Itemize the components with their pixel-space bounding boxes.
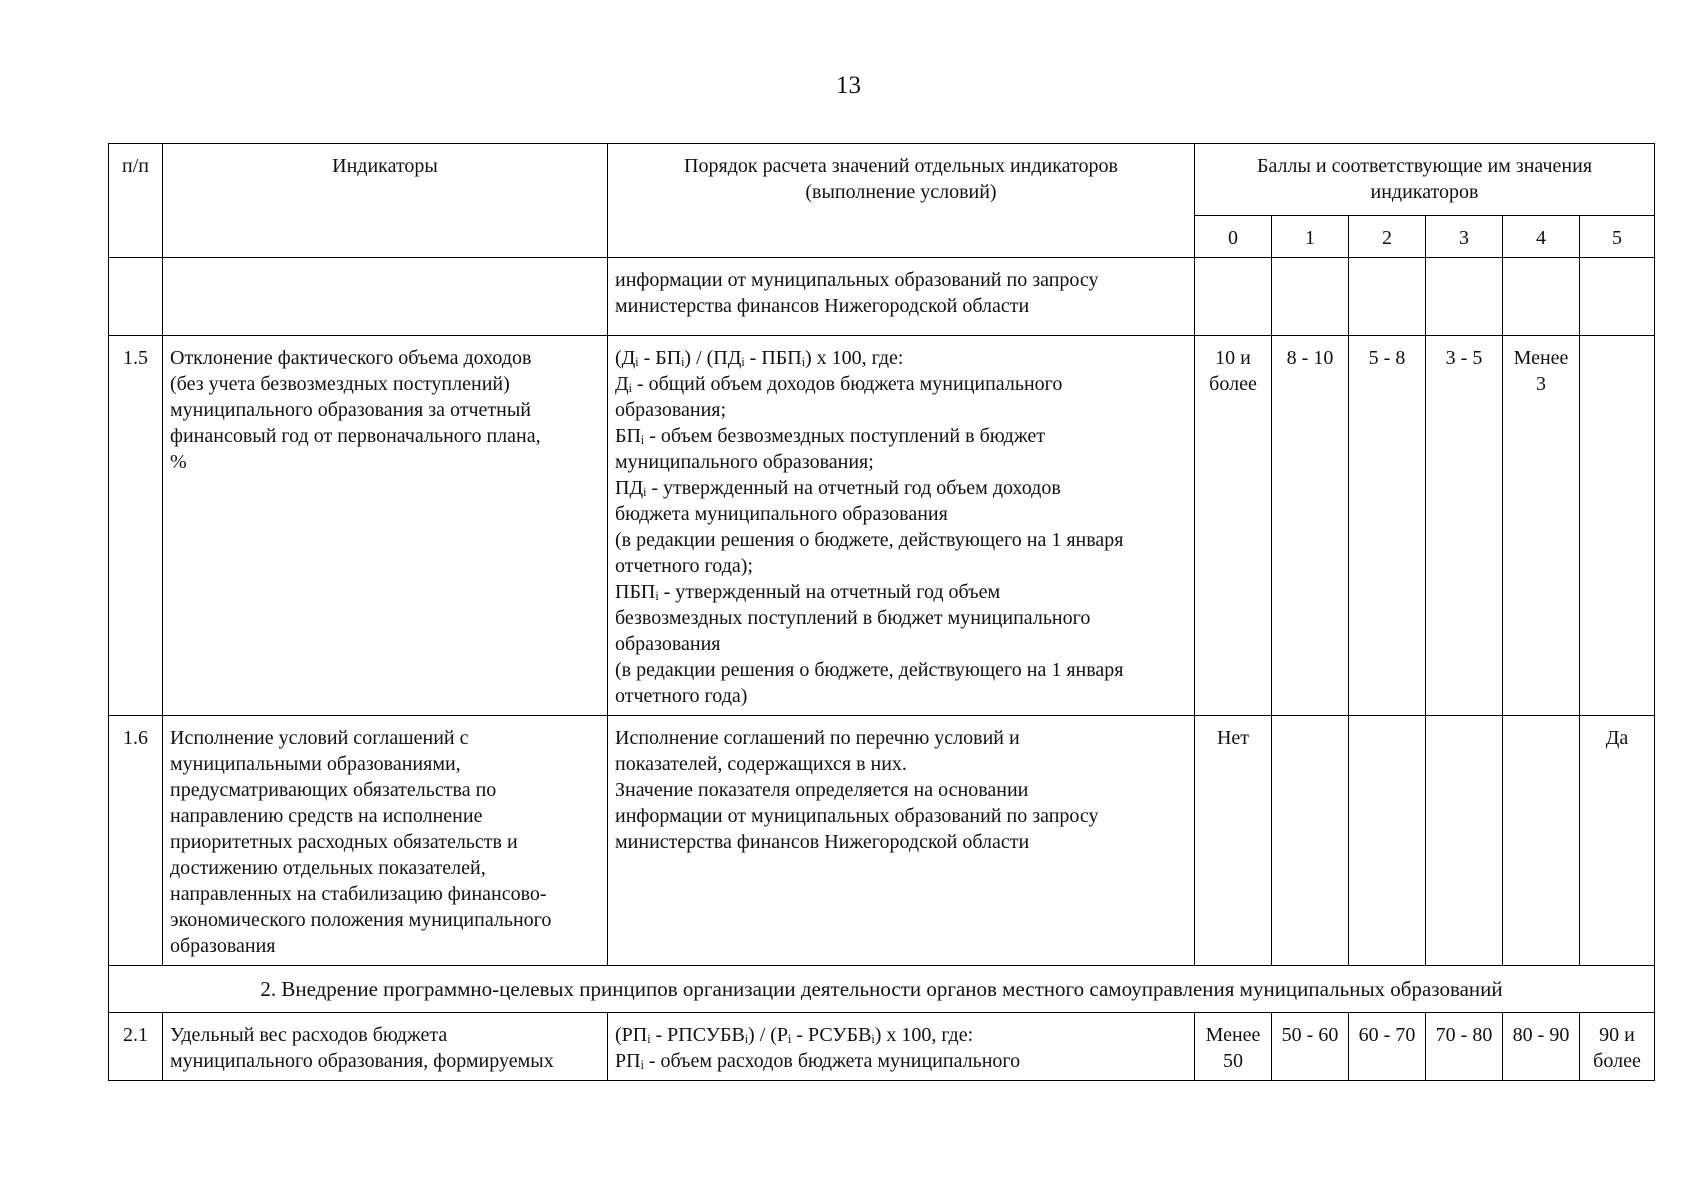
- text-line: образования: [170, 935, 276, 957]
- text-line: (РПᵢ - РПСУБВᵢ) / (Рᵢ - РСУБВᵢ) x 100, где:: [615, 1024, 974, 1046]
- header-scores-line: индикаторов: [1370, 181, 1479, 203]
- text-line: 70 - 80: [1435, 1024, 1493, 1046]
- score-cell: [1503, 716, 1580, 966]
- text-line: финансовый год от первоначального плана,: [170, 425, 541, 447]
- text-line: информации от муниципальных образований по запросу: [615, 269, 1099, 291]
- calc-cell: [608, 336, 1195, 716]
- text-line: предусматривающих обязательства по: [170, 779, 497, 801]
- text-line: министерства финансов Нижегородской области: [615, 295, 1030, 317]
- row-number: 2.1: [109, 1013, 163, 1081]
- indicator-cell: [163, 258, 608, 336]
- score-cell: [1580, 716, 1655, 966]
- indicator-cell: [163, 1013, 608, 1081]
- text-line: министерства финансов Нижегородской области: [615, 831, 1030, 853]
- score-cell: [1272, 258, 1349, 336]
- header-num: п/п: [109, 144, 163, 258]
- score-cell: [1580, 1013, 1655, 1081]
- text-line: (без учета безвозмездных поступлений): [170, 373, 510, 395]
- score-level: 2: [1349, 216, 1426, 258]
- text-line: Отклонение фактического объема доходов: [170, 347, 532, 369]
- indicator-cell: [163, 716, 608, 966]
- text-line: экономического положения муниципального: [170, 909, 552, 931]
- score-cell: [1580, 336, 1655, 716]
- text-line: муниципального образования за отчетный: [170, 399, 532, 421]
- text-line: 3 - 5: [1445, 347, 1483, 369]
- text-line: образования: [615, 633, 721, 655]
- text-line: Исполнение соглашений по перечню условий и: [615, 727, 1020, 749]
- text-line: более: [1593, 1050, 1641, 1072]
- score-level: 3: [1426, 216, 1503, 258]
- header-calc-line: (выполнение условий): [805, 181, 997, 203]
- header-scores-line: Баллы и соответствующие им значения: [1256, 155, 1593, 177]
- table-row: [109, 716, 1655, 966]
- score-cell: [1503, 1013, 1580, 1081]
- score-cell: [1272, 336, 1349, 716]
- text-line: муниципальными образованиями,: [170, 753, 461, 775]
- page-number: 13: [836, 72, 861, 99]
- text-line: 3: [1536, 373, 1546, 395]
- calc-cell: [608, 716, 1195, 966]
- text-line: Нет: [1216, 727, 1250, 749]
- score-cell: [1195, 336, 1272, 716]
- text-line: Дᵢ - общий объем доходов бюджета муниципального: [615, 373, 1063, 395]
- indicators-table: [108, 143, 1655, 1081]
- score-cell: [1349, 716, 1426, 966]
- text-line: безвозмездных поступлений в бюджет муниципального: [615, 607, 1091, 629]
- text-line: %: [170, 451, 187, 473]
- table-body: [109, 258, 1655, 1081]
- score-cell: [1426, 258, 1503, 336]
- table-row: [109, 1013, 1655, 1081]
- score-cell: [1426, 716, 1503, 966]
- score-cell: [1195, 258, 1272, 336]
- text-line: (в редакции решения о бюджете, действующего на 1 января: [615, 659, 1124, 681]
- score-cell: [1580, 258, 1655, 336]
- score-cell: [1503, 336, 1580, 716]
- score-cell: [1426, 1013, 1503, 1081]
- text-line: 8 - 10: [1286, 347, 1334, 369]
- score-cell: [1349, 336, 1426, 716]
- text-line: более: [1209, 373, 1257, 395]
- text-line: 90 и: [1599, 1024, 1635, 1046]
- text-line: направлению средств на исполнение: [170, 805, 483, 827]
- score-cell: [1272, 1013, 1349, 1081]
- score-level: 4: [1503, 216, 1580, 258]
- text-line: Исполнение условий соглашений с: [170, 727, 469, 749]
- text-line: направленных на стабилизацию финансово-: [170, 883, 547, 905]
- table-row: [109, 336, 1655, 716]
- text-line: (Дᵢ - БПᵢ) / (ПДᵢ - ПБПᵢ) x 100, где:: [615, 347, 904, 369]
- text-line: Да: [1605, 727, 1629, 749]
- text-line: Удельный вес расходов бюджета: [170, 1024, 448, 1046]
- row-number: 1.5: [109, 336, 163, 716]
- text-line: достижению отдельных показателей,: [170, 857, 486, 879]
- text-line: информации от муниципальных образований по запросу: [615, 805, 1099, 827]
- header-scores: [1195, 144, 1655, 216]
- calc-cell: [608, 1013, 1195, 1081]
- text-line: 5 - 8: [1368, 347, 1406, 369]
- text-line: ПДᵢ - утвержденный на отчетный год объем доходов: [615, 477, 1061, 499]
- score-level: 1: [1272, 216, 1349, 258]
- text-line: муниципального образования;: [615, 451, 874, 473]
- header-indicators: Индикаторы: [163, 144, 608, 258]
- text-line: показателей, содержащихся в них.: [615, 753, 907, 775]
- text-line: 50: [1223, 1050, 1243, 1072]
- text-line: бюджета муниципального образования: [615, 503, 948, 525]
- text-line: 60 - 70: [1358, 1024, 1416, 1046]
- text-line: приоритетных расходных обязательств и: [170, 831, 518, 853]
- text-line: образования;: [615, 399, 727, 421]
- text-line: Значение показателя определяется на основании: [615, 779, 1029, 801]
- text-line: БПᵢ - объем безвозмездных поступлений в бюджет: [615, 425, 1046, 447]
- text-line: отчетного года);: [615, 555, 753, 577]
- text-line: РПᵢ - объем расходов бюджета муниципального: [615, 1050, 1021, 1072]
- section-heading: 2. Внедрение программно-целевых принципов организации деятельности органов местного самоуправления муниципальных образований: [109, 966, 1655, 1013]
- score-cell: [1349, 1013, 1426, 1081]
- score-cell: [1349, 258, 1426, 336]
- score-cell: [1195, 1013, 1272, 1081]
- score-level: 0: [1195, 216, 1272, 258]
- table-row: [109, 258, 1655, 336]
- section-row: [109, 966, 1655, 1013]
- text-line: Менее: [1513, 347, 1569, 369]
- score-cell: [1426, 336, 1503, 716]
- header-calc: [608, 144, 1195, 258]
- text-line: Менее: [1205, 1024, 1261, 1046]
- text-line: отчетного года): [615, 685, 748, 707]
- indicator-cell: [163, 336, 608, 716]
- score-cell: [1272, 716, 1349, 966]
- text-line: 10 и: [1215, 347, 1251, 369]
- score-cell: [1195, 716, 1272, 966]
- text-line: (в редакции решения о бюджете, действующего на 1 января: [615, 529, 1124, 551]
- text-line: муниципального образования, формируемых: [170, 1050, 554, 1072]
- text-line: 50 - 60: [1281, 1024, 1339, 1046]
- header-row: [109, 144, 1655, 216]
- header-calc-line: Порядок расчета значений отдельных индикаторов: [684, 155, 1118, 177]
- row-number: [109, 258, 163, 336]
- text-line: 80 - 90: [1512, 1024, 1570, 1046]
- score-level: 5: [1580, 216, 1655, 258]
- calc-cell: [608, 258, 1195, 336]
- text-line: ПБПᵢ - утвержденный на отчетный год объем: [615, 581, 1001, 603]
- row-number: 1.6: [109, 716, 163, 966]
- score-cell: [1503, 258, 1580, 336]
